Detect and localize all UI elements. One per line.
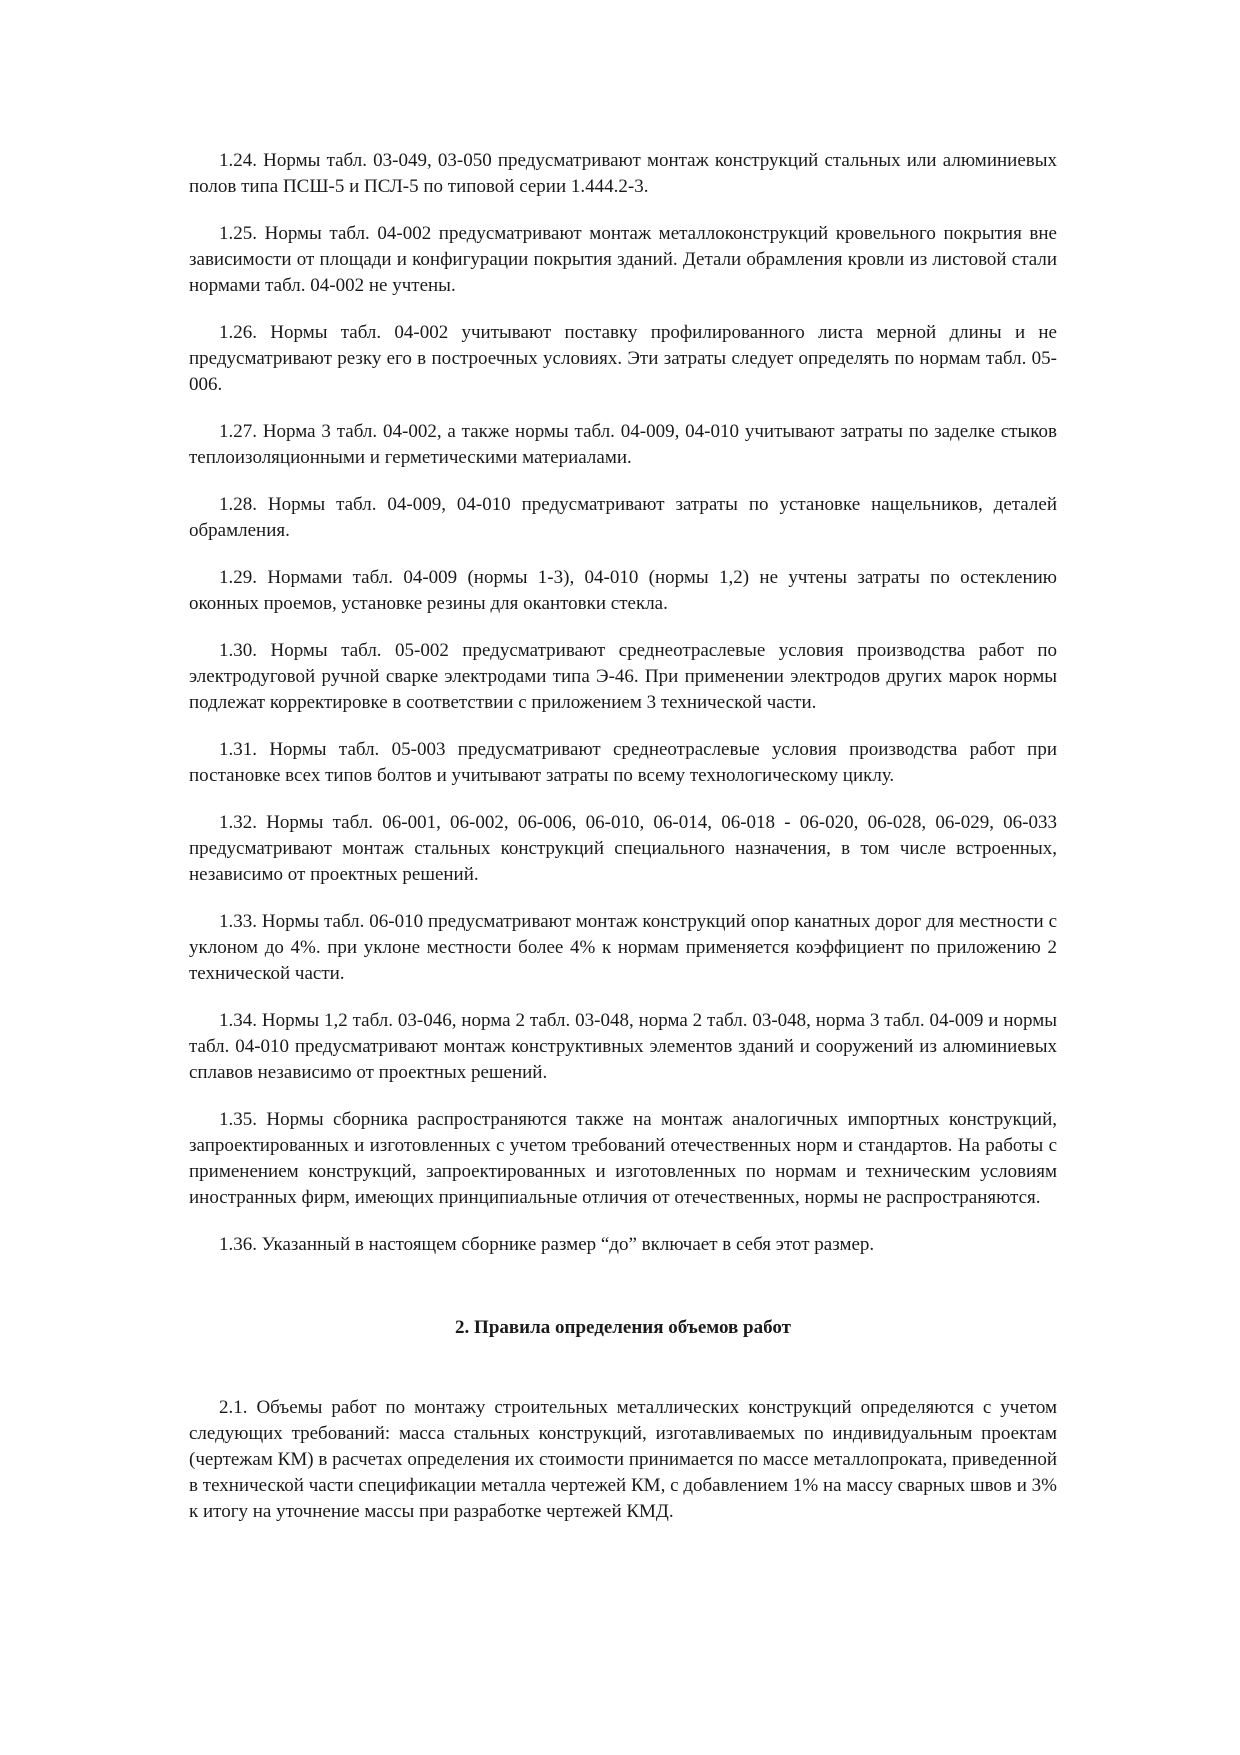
paragraph-1-32: 1.32. Нормы табл. 06-001, 06-002, 06-006, 06-010, 06-014, 06-018 - 06-020, 06-028, 06-029, 06-033 предусматривают монтаж стальных конструкций специального назначения, в том числе встроенных, независимо от проектных решений. [189,812,1057,885]
paragraph-1-25: 1.25. Нормы табл. 04-002 предусматривают монтаж металлоконструкций кровельного покрытия вне зависимости от площади и конфигурации покрытия зданий. Детали обрамления кровли из листовой стали нормами табл. 04-002 не учтены. [189,223,1057,296]
document-body [189,148,1057,1546]
paragraph-1-35: 1.35. Нормы сборника распространяются также на монтаж аналогичных импортных конструкций, запроектированных и изготовленных с учетом требований отечественных норм и стандартов. На работы с применением конструкций, запроектированных и изготовленных по нормам и техническим условиям иностранных фирм, имеющих принципиальные отличия от отечественных, нормы не распространяются. [189,1109,1057,1208]
paragraph-2-1: 2.1. Объемы работ по монтажу строительных металлических конструкций определяются с учетом следующих требований: масса стальных конструкций, изготавливаемых по индивидуальным проектам (чертежам КМ) в расчетах определения их стоимости принимается по массе металлопроката, приведенной в технической части спецификации металла чертежей КМ, с добавлением 1% на массу сварных швов и 3% к итогу на уточнение массы при разработке чертежей КМД. [189,1397,1057,1522]
paragraph-1-27: 1.27. Норма 3 табл. 04-002, а также нормы табл. 04-009, 04-010 учитывают затраты по заделке стыков теплоизоляционными и герметическими материалами. [189,421,1057,468]
paragraph-1-24: 1.24. Нормы табл. 03-049, 03-050 предусматривают монтаж конструкций стальных или алюминиевых полов типа ПСШ-5 и ПСЛ-5 по типовой серии 1.444.2-3. [189,150,1057,197]
paragraph-1-29: 1.29. Нормами табл. 04-009 (нормы 1-3), 04-010 (нормы 1,2) не учтены затраты по остеклению оконных проемов, установке резины для окантовки стекла. [189,567,1057,614]
paragraph-1-26: 1.26. Нормы табл. 04-002 учитывают поставку профилированного листа мерной длины и не предусматривают резку его в построечных условиях. Эти затраты следует определять по нормам табл. 05-006. [189,322,1057,395]
paragraph-1-30: 1.30. Нормы табл. 05-002 предусматривают среднеотраслевые условия производства работ по электродуговой ручной сварке электродами типа Э-46. При применении электродов других марок нормы подлежат корректировке в соответствии с приложением 3 технической части. [189,640,1057,713]
paragraph-1-28: 1.28. Нормы табл. 04-009, 04-010 предусматривают затраты по установке нащельников, деталей обрамления. [189,494,1057,541]
paragraph-1-36: 1.36. Указанный в настоящем сборнике размер “до” включает в себя этот размер. [219,1234,875,1255]
paragraph-1-34: 1.34. Нормы 1,2 табл. 03-046, норма 2 табл. 03-048, норма 2 табл. 03-048, норма 3 табл. 04-009 и нормы табл. 04-010 предусматривают монтаж конструктивных элементов зданий и сооружений из алюминиевых сплавов независимо от проектных решений. [189,1010,1057,1083]
paragraph-1-31: 1.31. Нормы табл. 05-003 предусматривают среднеотраслевые условия производства работ при постановке всех типов болтов и учитывают затраты по всему технологическому циклу. [189,739,1057,786]
paragraph-1-33: 1.33. Нормы табл. 06-010 предусматривают монтаж конструкций опор канатных дорог для местности с уклоном до 4%. при уклоне местности более 4% к нормам применяется коэффициент по приложению 2 технической части. [189,911,1057,984]
section-heading: 2. Правила определения объемов работ [455,1317,791,1338]
